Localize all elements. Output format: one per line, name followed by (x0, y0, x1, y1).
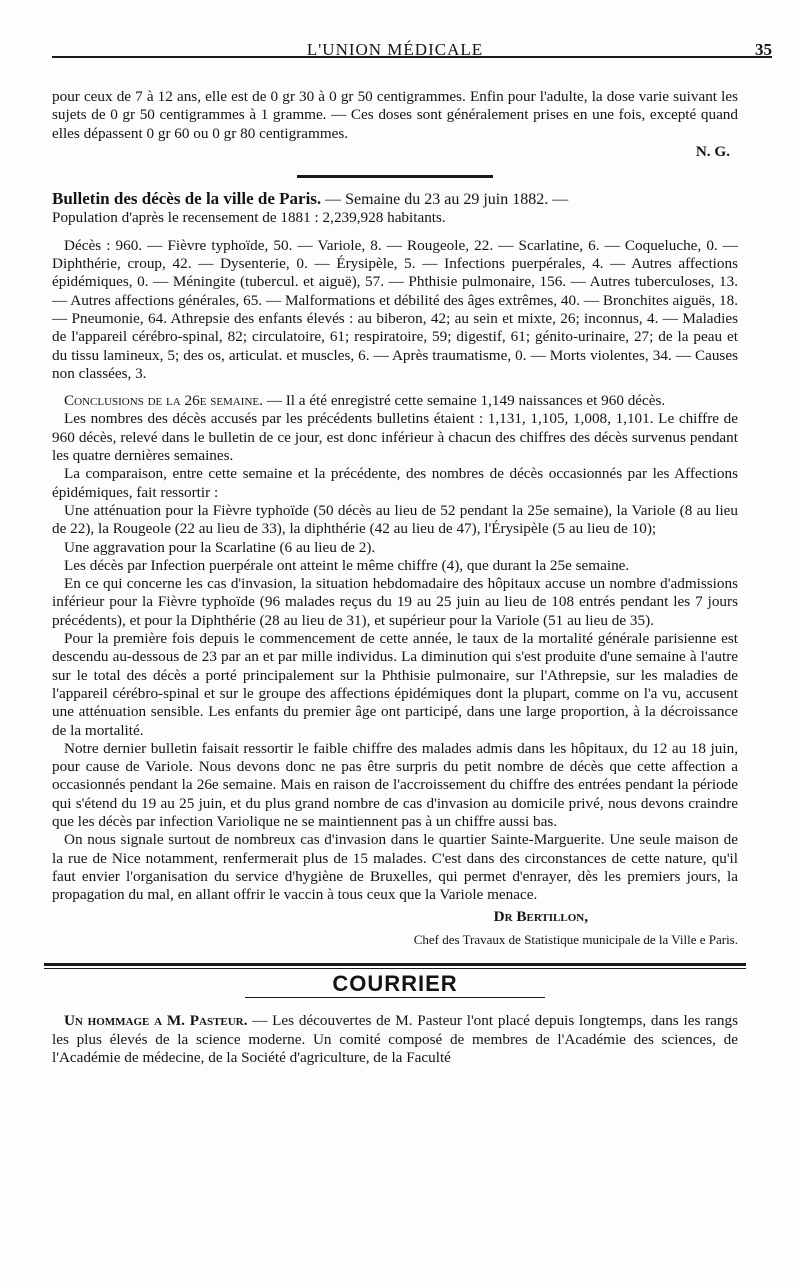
bulletin-deces: Décès : 960. — Fièvre typhoïde, 50. — Variole, 8. — Rougeole, 22. — Scarlatine, 6. — Coqueluche, 0. — Diphthérie, croup, 42. — Dysenterie, 0. — Érysipèle, 5. — Infections puerpérales, 4. — Autres affections épidémiques, 0. — Méningite (tubercul. et aiguë), 57. — Phthisie pulmonaire, 156. — Autres tuberculoses, 13. — Autres affections générales, 65. — Malformations et débilité des âges extrêmes, 40. — Bronchites aiguës, 18. — Pneumonie, 64. Athrepsie des enfants élevés : au biberon, 42; au sein et mixte, 26; inconnus, 4. — Maladies de l'appareil cérébro-spinal, 82; circulatoire, 61; respiratoire, 59; digestif, 61; génito-urinaire, 27; de la peau et du tissu lamineux, 5; des os, articulat. et muscles, 6. — Après traumatisme, 0. — Morts violentes, 34. — Causes non classées, 3. (52, 236, 738, 382)
conclusions-births: — Il a été enregistré cette semaine 1,149 naissances et 960 décès. (266, 392, 666, 410)
bulletin-heading (52, 190, 738, 209)
section-divider (297, 175, 493, 178)
signature-block (52, 908, 738, 949)
conclusions-p3: La comparaison, entre cette semaine et la précédente, des nombres de décès occasionnés par les Affections épidémiques, fait ressortir : (52, 465, 738, 501)
conclusions-p6: Les décès par Infection puerpérale ont atteint le même chiffre (4), que durant la 25e semaine. (64, 556, 630, 574)
courrier-rule (245, 997, 545, 998)
intro-paragraph: pour ceux de 7 à 12 ans, elle est de 0 gr 30 à 0 gr 50 centigrammes. Enfin pour l'adulte, la dose varie suivant les sujets de 0 gr 50 centigrammes à 1 gramme. — Ces doses sont généralement prises en une fois, excepté quand elles dépassent 0 gr 60 ou 0 gr 80 centigrammes. (52, 88, 738, 142)
conclusions-label: Conclusions de la 26e semaine. (64, 392, 263, 410)
intro-signoff: N. G. (695, 142, 730, 160)
article-body (52, 88, 738, 1067)
conclusions-p4: Une atténuation pour la Fièvre typhoïde (50 décès au lieu de 52 pendant la 25e semaine), la Variole (8 au lieu de 22), la Rougeole (22 au lieu de 33), la diphthérie (42 au lieu de 47), l'Érysipèle (5 au lieu de 10); (52, 501, 738, 538)
double-rule (44, 963, 746, 969)
page-number: 35 (755, 40, 772, 59)
bulletin-title: Bulletin des décès de la ville de Paris. (52, 189, 322, 209)
journal-title: L'UNION MÉDICALE (306, 40, 484, 59)
conclusions-p5: Une aggravation pour la Scarlatine (6 au lieu de 2). (64, 538, 376, 556)
bulletin-population: Population d'après le recensement de 1881 : 2,239,928 habitants. (52, 209, 446, 227)
conclusions-p2: Les nombres des décès accusés par les précédents bulletins étaient : 1,131, 1,105, 1,008, 1,101. Le chiffre de 960 décès, relevé dans le bulletin de ce jour, est donc inférieur à chacun des chiffres des décès survenus pendant les quatre dernières semaines. (52, 410, 738, 465)
conclusions-p9: Notre dernier bulletin faisait ressortir le faible chiffre des malades admis dans les hôpitaux, du 12 au 18 juin, pour cause de Variole. Nous devons donc ne pas être surpris du petit nombre de décès que cette affection a occasionnés pendant la 26e semaine. Mais en raison de l'accroissement du chiffre des entrées pendant la période qui s'étend du 19 au 25 juin, et du plus grand nombre de cas d'invasion au domicile privé, nous devons craindre que les décès par infection Variolique ne se maintiennent pas à un chiffre aussi bas. (52, 739, 738, 830)
author-title: Chef des Travaux de Statistique municipale de la Ville e Paris. (413, 931, 738, 947)
courrier-text: — Les découvertes de M. Pasteur l'ont placé depuis longtemps, dans les rangs les plus élevés de la science moderne. Un comité composé de membres de l'Académie des sciences, de l'Académie de médecine, de la Société d'agriculture, de la Faculté (52, 1012, 739, 1066)
author-name: Dr Bertillon, (493, 908, 588, 926)
courrier-lead: Un hommage a M. Pasteur. (64, 1012, 248, 1030)
bulletin-week: — Semaine du 23 au 29 juin 1882. — (325, 191, 569, 209)
conclusions-paragraph (52, 392, 738, 410)
conclusions-p10: On nous signale surtout de nombreux cas d'invasion dans le quartier Sainte-Marguerite. Une seule maison de la rue de Nice notamment, renfermerait plus de 15 malades. C'est dans des circonstances de cette nature, qu'il faut envier l'organisation du service d'hygiène de Bruxelles, qui permet d'enrayer, dès les premiers jours, la propagation du mal, en allant offrir le vaccin à tous ceux que la Variole menace. (52, 831, 738, 904)
conclusions-p8: Pour la première fois depuis le commencement de cette année, le taux de la mortalité générale parisienne est descendu au-dessous de 23 par an et par mille individus. La diminution qui s'est produite d'une semaine à l'autre sur le total des décès a porté principalement sur la Phthisie pulmonaire, sur l'Athrepsie, sur les maladies de l'appareil cérébro-spinal et sur le groupe des affections épidémiques dont la plupart, comme on l'a vu, accusent une atténuation sensible. Les enfants du premier âge ont participé, dans une large proportion, à la décroissance de la mortalité. (52, 630, 738, 739)
courrier-paragraph (52, 1012, 738, 1067)
courrier-title: COURRIER (332, 971, 458, 997)
conclusions-p7: En ce qui concerne les cas d'invasion, la situation hebdomadaire des hôpitaux accuse un nombre d'admissions inférieur pour la Fièvre typhoïde (96 malades reçus du 19 au 25 juin au lieu de 108 entrés pendant les 7 jours précédents), et pour la Diphthérie (28 au lieu de 31), et supérieur pour la Variole (51 au lieu de 35). (52, 575, 738, 629)
running-head (52, 0, 772, 58)
